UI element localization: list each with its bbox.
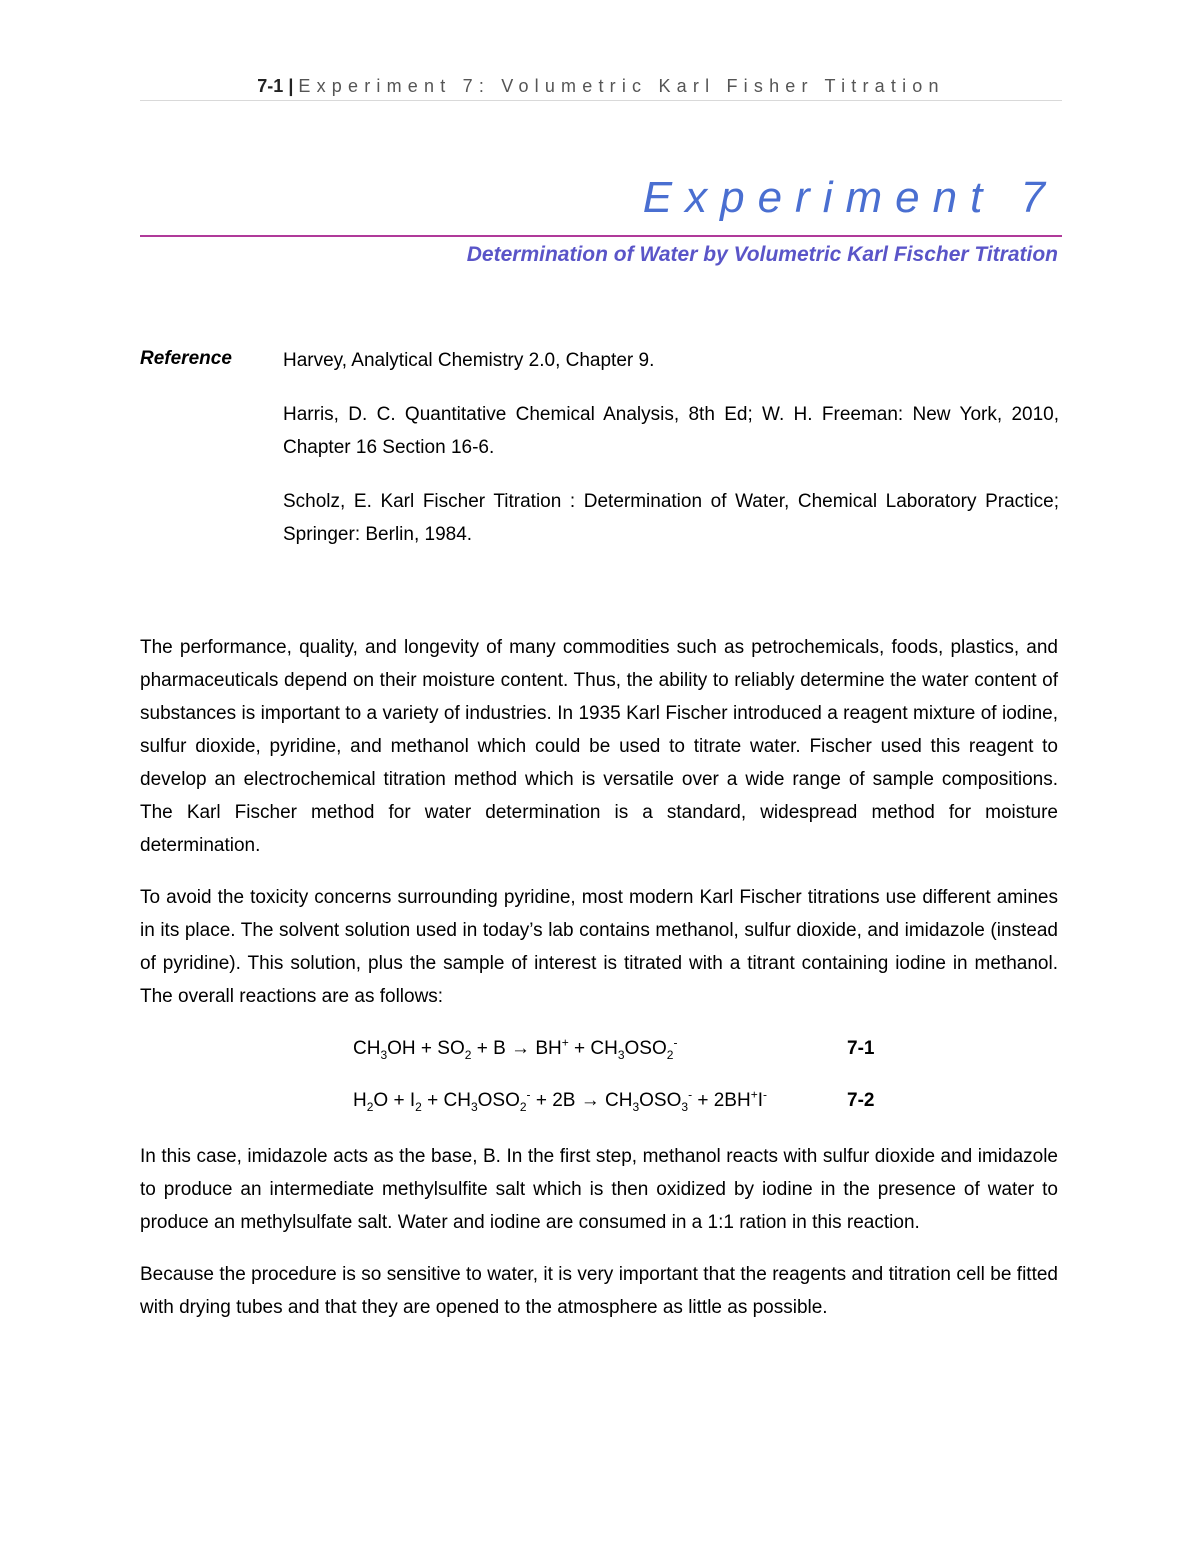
header-rule bbox=[140, 100, 1062, 101]
equation-formula: $CH_3OH + SO_2 + B \to BH^+ + CH_3OSO_2^-$ bbox=[353, 1035, 678, 1062]
paragraph: In this case, imidazole acts as the base, B. In the first step, methanol reacts with sulfur dioxide and imidazole to produce an intermediate methylsulfite salt which is then oxidized by iodine in the presence of water to produce an methylsulfate salt. Water and iodine are consumed in a 1:1 ration in this reaction. bbox=[140, 1146, 1058, 1233]
equation-number: 7-1 bbox=[847, 1038, 875, 1059]
paragraph: The performance, quality, and longevity of many commodities such as petrochemicals, foods, plastics, and pharmaceuticals depend on their moisture content. Thus, the ability to reliably determine the water content of substances is important to a variety of industries. In 1935 Karl Fischer introduced a reagent mixture of iodine, sulfur dioxide, pyridine, and methanol which could be used to titrate water. Fischer used this reagent to develop an electrochemical titration method which is versatile over a wide range of sample compositions. The Karl Fischer method for water determination is a standard, widespread method for moisture determination. bbox=[140, 637, 1058, 856]
running-header bbox=[140, 74, 1062, 98]
reference-item: Harvey, Analytical Chemistry 2.0, Chapter 9. bbox=[283, 350, 655, 371]
running-title: Experiment 7: Volumetric Karl Fisher Titration bbox=[298, 76, 945, 96]
chapter-subtitle: Determination of Water by Volumetric Karl Fischer Titration bbox=[466, 243, 1058, 266]
equation-formula: $H_2O + I_2 + CH_3OSO_2^- + 2B \to CH_3OSO_3^- + 2BH^+I^-$ bbox=[353, 1087, 767, 1114]
reference-list bbox=[283, 344, 1059, 572]
title-rule bbox=[140, 235, 1062, 237]
chapter-title: Experiment 7 bbox=[642, 173, 1058, 222]
equation-row bbox=[140, 1084, 1058, 1136]
paragraph: Because the procedure is so sensitive to water, it is very important that the reagents and titration cell be fitted with drying tubes and that they are opened to the atmosphere as little as possible. bbox=[140, 1264, 1058, 1318]
paragraph: To avoid the toxicity concerns surrounding pyridine, most modern Karl Fischer titrations use different amines in its place. The solvent solution used in today’s lab contains methanol, sulfur dioxide, and imidazole (instead of pyridine). This solution, plus the sample of interest is titrated with a titrant containing iodine in methanol. The overall reactions are as follows: bbox=[140, 887, 1058, 1007]
reference-item: Harris, D. C. Quantitative Chemical Analysis, 8th Ed; W. H. Freeman: New York, 2010, Chapter 16 Section 16-6. bbox=[283, 403, 1059, 458]
equation-number: 7-2 bbox=[847, 1090, 875, 1111]
header-separator: | bbox=[288, 76, 294, 96]
equation-row bbox=[140, 1032, 1058, 1084]
page-number: 7-1 bbox=[257, 76, 284, 96]
equation-block bbox=[140, 1032, 1058, 1136]
reference-label: Reference bbox=[140, 348, 232, 369]
body-text bbox=[140, 631, 1058, 1343]
reference-item: Scholz, E. Karl Fischer Titration : Determination of Water, Chemical Laboratory Practice; Springer: Berlin, 1984. bbox=[283, 490, 1059, 545]
